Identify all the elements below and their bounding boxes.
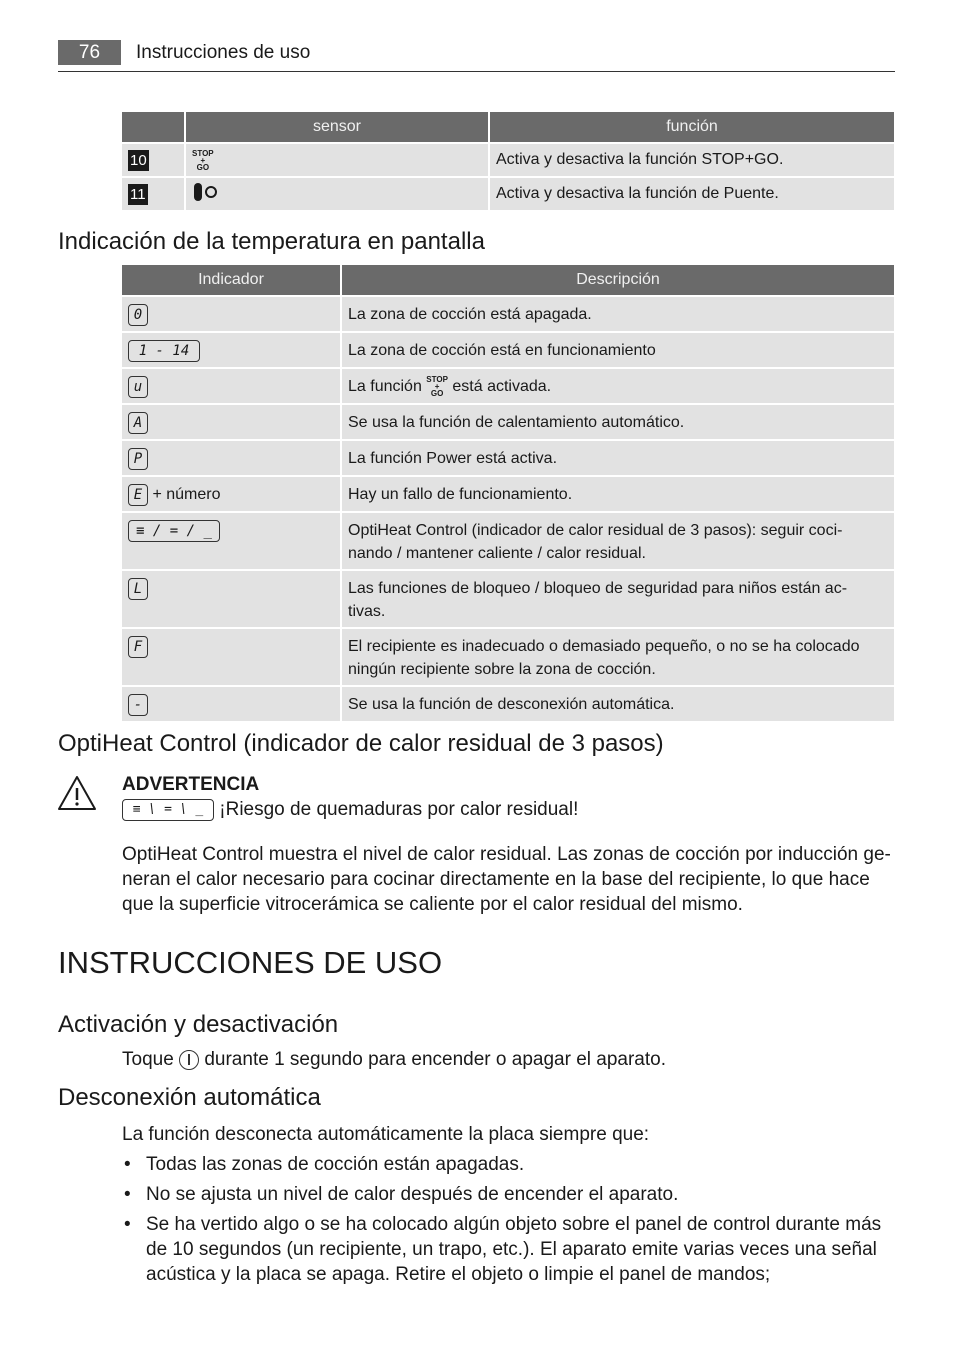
table-row: L Las funciones de bloqueo / bloqueo de seguridad para niños están ac- tivas. bbox=[122, 571, 894, 627]
table-row: F El recipiente es inadecuado o demasiado pequeño, o no se ha colocado ningún recipiente sobre la zona de cocción. bbox=[122, 629, 894, 685]
table-row bbox=[122, 178, 894, 210]
indicator-symbol: u bbox=[128, 376, 148, 398]
header-title: Instrucciones de uso bbox=[136, 42, 311, 63]
function-cell: Activa y desactiva la función STOP+GO. bbox=[490, 144, 894, 176]
page-number: 76 bbox=[58, 40, 121, 65]
list-item: • Se ha vertido algo o se ha colocado algún objeto sobre el panel de control durante más de 10 segundos (un recipiente, un trapo, etc.). El aparato emite varias veces una señal acústica y la placa se apaga. Retire el objeto o limpie el panel de mandos; bbox=[122, 1212, 892, 1287]
indicator-symbol: E bbox=[128, 484, 148, 506]
main-title: INSTRUCCIONES DE USO bbox=[58, 945, 443, 980]
auto-off-list bbox=[122, 1152, 892, 1292]
col-indicador: Indicador bbox=[122, 265, 340, 295]
col-descripcion: Descripción bbox=[342, 265, 894, 295]
row-number: 11 bbox=[130, 185, 146, 203]
list-item: • No se ajusta un nivel de calor después de encender el aparato. bbox=[122, 1182, 892, 1207]
col-funcion: función bbox=[490, 112, 894, 142]
indicator-symbol: 0 bbox=[128, 304, 148, 326]
indicator-symbol: L bbox=[128, 578, 148, 600]
indicator-symbol: 1 - 14 bbox=[128, 340, 200, 362]
section-title-optiheat: OptiHeat Control (indicador de calor residual de 3 pasos) bbox=[58, 730, 664, 757]
heat-level-icon: ≡ \ = \ _ bbox=[122, 799, 214, 821]
table-row: ≡ / = / _ OptiHeat Control (indicador de calor residual de 3 pasos): seguir coci- nando / mantener caliente / calor residual. bbox=[122, 513, 894, 569]
warning-label: ADVERTENCIA bbox=[122, 774, 260, 795]
table-row: P La función Power está activa. bbox=[122, 441, 894, 475]
table-row: E + número Hay un fallo de funcionamiento. bbox=[122, 477, 894, 511]
power-icon bbox=[179, 1050, 199, 1070]
sensor-table bbox=[120, 110, 896, 212]
table-row: u La función STOP + GO está activada. bbox=[122, 369, 894, 403]
indicator-symbol: ≡ / = / _ bbox=[128, 520, 220, 542]
stop-go-icon: STOP + GO bbox=[192, 148, 214, 172]
page-header bbox=[58, 40, 895, 72]
row-number: 10 bbox=[130, 151, 147, 169]
section-title-auto-off: Desconexión automática bbox=[58, 1084, 321, 1111]
warning-icon bbox=[57, 775, 97, 811]
stop-go-icon: STOP + GO bbox=[426, 375, 448, 399]
indicator-symbol: A bbox=[128, 412, 148, 434]
indicator-symbol: - bbox=[128, 694, 148, 716]
indicator-symbol: F bbox=[128, 636, 148, 658]
table-row: A Se usa la función de calentamiento automático. bbox=[122, 405, 894, 439]
list-item: • Todas las zonas de cocción están apagadas. bbox=[122, 1152, 892, 1177]
optiheat-description: OptiHeat Control muestra el nivel de calor residual. Las zonas de cocción por inducción ge- neran el calor necesario para cocinar directamente en la base del recipiente, lo que hace que la superficie vitrocerámica se caliente por el calor residual del mismo. bbox=[122, 844, 891, 915]
function-cell: Activa y desactiva la función de Puente. bbox=[490, 178, 894, 210]
section-title-temperature: Indicación de la temperatura en pantalla bbox=[58, 228, 485, 255]
section-title-activation: Activación y desactivación bbox=[58, 1011, 339, 1038]
table-row bbox=[122, 144, 894, 176]
table-row: 1 - 14 La zona de cocción está en funcionamiento bbox=[122, 333, 894, 367]
indicator-symbol: P bbox=[128, 448, 148, 470]
col-sensor: sensor bbox=[186, 112, 488, 142]
warning-text: ≡ \ = \ _ ¡Riesgo de quemaduras por calor residual! bbox=[122, 797, 892, 822]
table-row: 0 La zona de cocción está apagada. bbox=[122, 297, 894, 331]
auto-off-intro: La función desconecta automáticamente la placa siempre que: bbox=[122, 1124, 650, 1145]
table-row: - Se usa la función de desconexión automática. bbox=[122, 687, 894, 721]
bridge-icon bbox=[192, 181, 220, 203]
indicator-table bbox=[120, 263, 896, 723]
activation-text: Toque durante 1 segundo para encender o apagar el aparato. bbox=[122, 1049, 666, 1070]
